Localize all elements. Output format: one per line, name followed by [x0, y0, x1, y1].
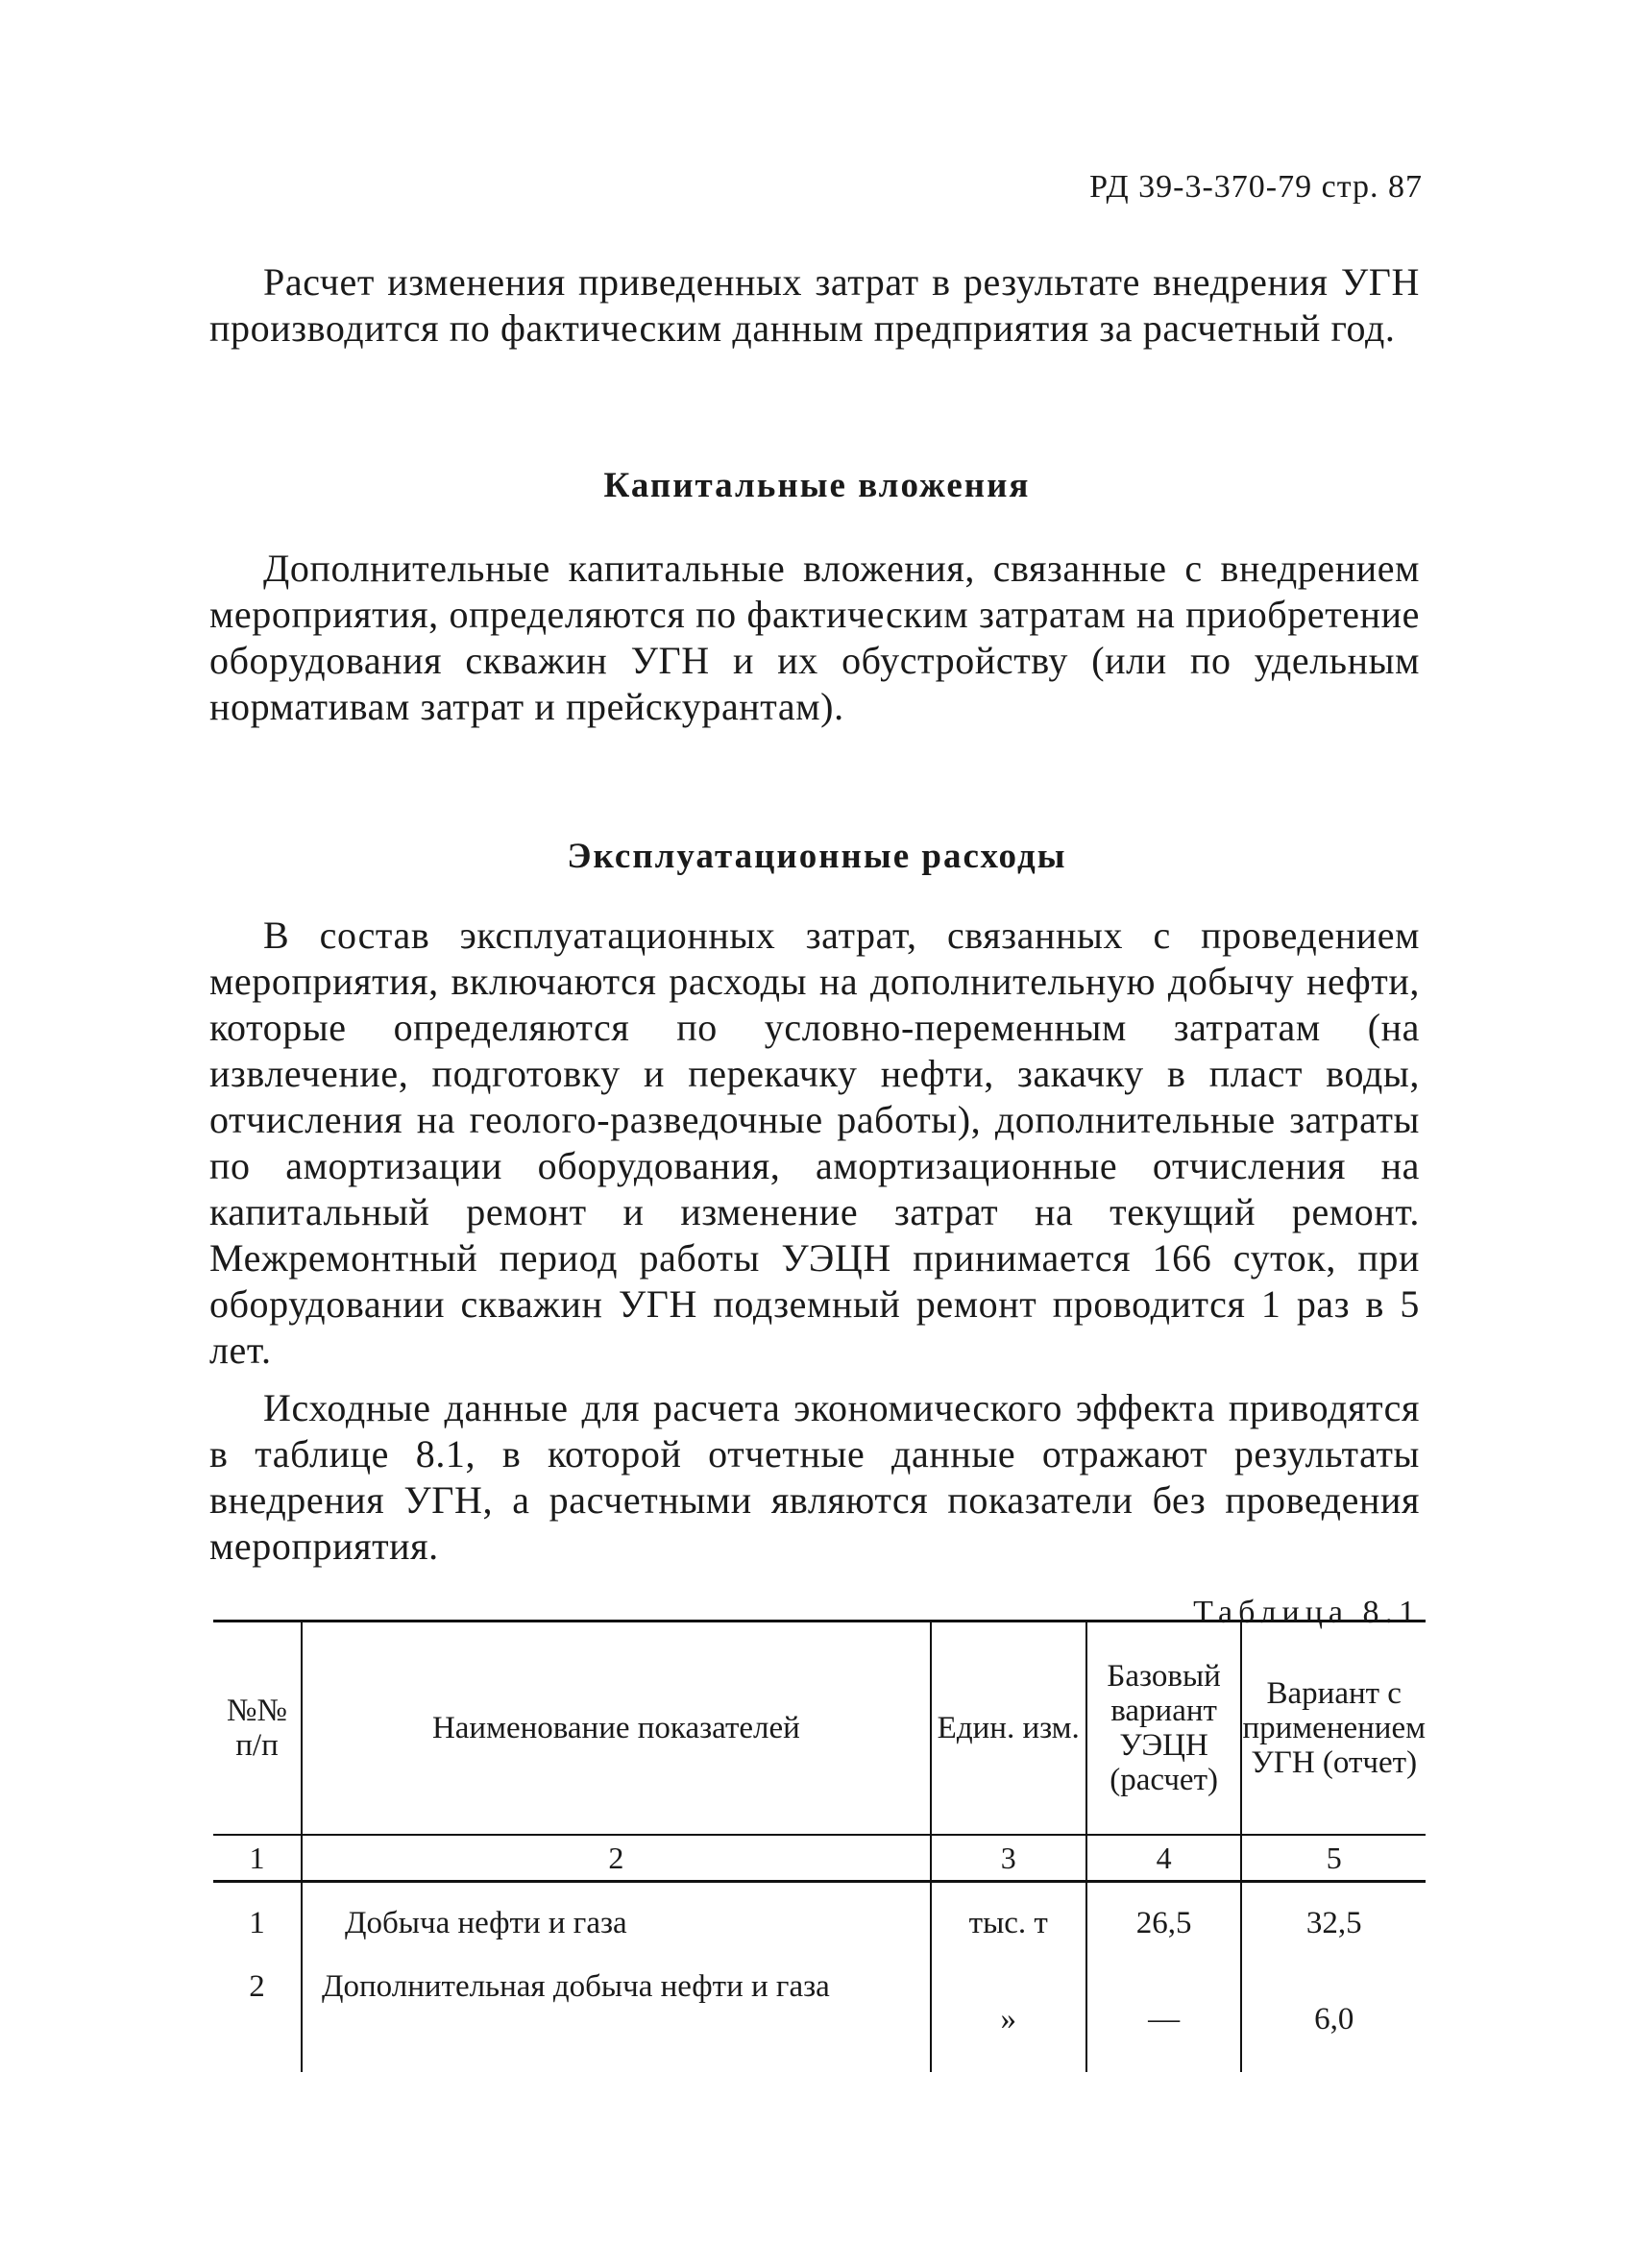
row-base-value [1086, 1969, 1242, 2072]
table-header-row [213, 1622, 1426, 1836]
heading-operating-costs: Эксплуатационные расходы [567, 837, 1067, 876]
row-base-value: 26,5 [1086, 1882, 1242, 1970]
operating-paragraph: В состав эксплуатационных затрат, связанных с проведением мероприятия, включаются расходы на дополнительную добычу нефти, которые определяются по условно-переменным затратам (на извлечение, подготовку и перекачку нефти, закачку в пласт воды, отчисления на геолого-разведочные работы), дополнительные затраты по амортизации оборудования, амортизационные отчисления на капитальный ремонт и изменение затрат на текущий ремонт. Межремонтный период работы УЭЦН принимается 166 суток, при оборудовании скважин УГН подземный ремонт проводится 1 раз в 5 лет. [209, 914, 1420, 1372]
header-unit: Един. изм. [931, 1622, 1086, 1836]
row-name [302, 1969, 931, 2072]
row-base-value-text: — [1148, 2002, 1181, 2036]
table-row [213, 1882, 1426, 1970]
header-num: №№ п/п [213, 1622, 302, 1836]
capital-paragraph: Дополнительные капитальные вложения, связанные с внедрением мероприятия, определяются по фактическим затратам на приобретение оборудования скважин УГН и их обустройству (или по удельным нормативам затрат и прейскурантам). [209, 547, 1420, 728]
column-number: 5 [1241, 1835, 1426, 1882]
row-unit-text: » [1000, 2002, 1016, 2036]
row-ugn-value [1241, 1969, 1426, 2072]
row-unit: тыс. т [931, 1882, 1086, 1970]
header-ugn-variant: Вариант с применением УГН (отчет) [1241, 1622, 1426, 1836]
table-caption: Таблица 8.1 [1193, 1595, 1421, 1630]
column-number: 3 [931, 1835, 1086, 1882]
intro-paragraph: Расчет изменения приведенных затрат в результате внедрения УГН производится по фактическим данным предприятия за расчетный год. [209, 260, 1420, 350]
document-reference: РД 39-3-370-79 стр. 87 [1089, 169, 1423, 205]
row-num: 1 [249, 1906, 265, 1940]
heading-capital-investments: Капитальные вложения [603, 466, 1031, 505]
column-number: 1 [213, 1835, 302, 1882]
column-number: 4 [1086, 1835, 1242, 1882]
table-row [213, 1969, 1426, 2072]
row-ugn-value-text: 6,0 [1314, 2002, 1354, 2036]
header-name: Наименование показателей [302, 1622, 931, 1836]
indicators-table [213, 1620, 1426, 2072]
row-ugn-value: 32,5 [1241, 1882, 1426, 1970]
column-number: 2 [302, 1835, 931, 1882]
row-name: Добыча нефти и газа [302, 1882, 931, 1970]
table-column-numbers-row [213, 1835, 1426, 1882]
header-base-variant: Базовый вариант УЭЦН (расчет) [1086, 1622, 1242, 1836]
source-data-paragraph: Исходные данные для расчета экономического эффекта приводятся в таблице 8.1, в которой отчетные данные отражают результаты внедрения УГН, а расчетными являются показатели без проведения мероприятия. [209, 1386, 1420, 1568]
row-name-text: Дополнительная добыча нефти и газа [322, 1969, 830, 2004]
row-num: 2 [249, 1969, 265, 2004]
row-unit [931, 1969, 1086, 2072]
